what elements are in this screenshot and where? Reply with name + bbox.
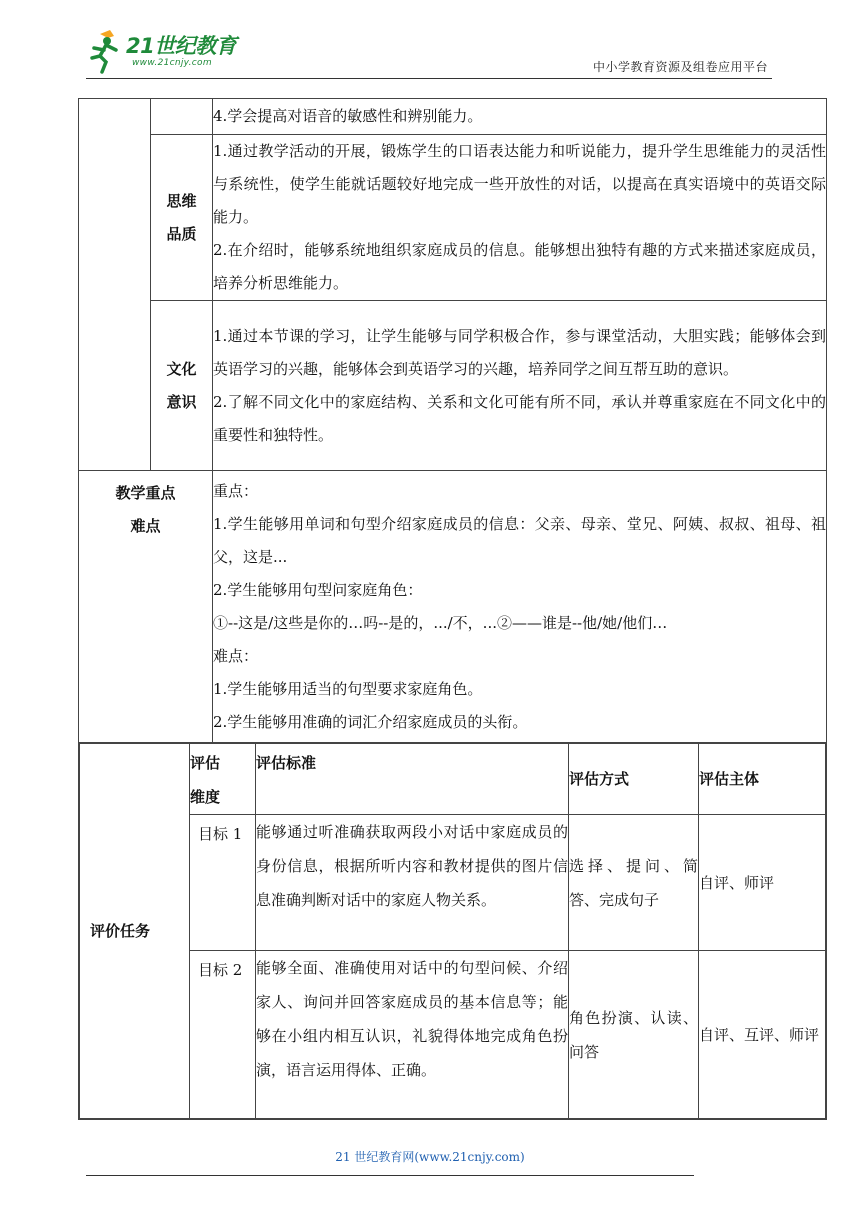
cultural-awareness-content: 1.通过本节课的学习，让学生能够与同学积极合作，参与课堂活动，大胆实践；能够体会到英语学习的兴趣，能够体会到英语学习的兴趣，培养同学之间互帮互助的意识。 2.了解不同文化中的家庭结构、关系和文化可能有所不同，承认并尊重家庭在不同文化中的重要性和独特性。 [213,301,827,471]
subject-cell: 自评、师评 [699,815,826,951]
subject-cell: 自评、互评、师评 [699,951,826,1119]
footer-link[interactable]: 21 世纪教育网(www.21cnjy.com) [335,1150,525,1164]
language-ability-item: 4.学会提高对语音的敏感性和辨别能力。 [213,99,827,135]
key-line: 1.学生能够用适当的句型要求家庭角色。 [213,679,483,698]
key-line: 2.学生能够用准确的词汇介绍家庭成员的头衔。 [213,712,528,731]
evaluation-section [79,743,827,1120]
table-row [79,743,827,1120]
table-row [79,301,827,471]
column-header-dimension: 评估维度 [190,744,256,815]
runner-logo-icon [86,28,126,74]
lesson-plan-table [78,98,827,1120]
table-row [80,815,826,951]
thinking-quality-label: 思维品质 [151,135,213,301]
site-logo[interactable] [86,28,256,78]
footer-divider [86,1175,694,1176]
method-cell: 角色扮演、认读、问答 [569,951,699,1119]
key-line: 2.学生能够用句型问家庭角色： [213,580,423,599]
thinking-quality-content: 1.通过教学活动的开展，锻炼学生的口语表达能力和听说能力，提升学生思维能力的灵活性与系统性，使学生能就话题较好地完成一些开放性的对话，以提高在真实语境中的英语交际能力。 2.在介绍时，能够系统地组织家庭成员的信息。能够想出独特有趣的方式来描述家庭成员，培养分析思维能力。 [213,135,827,301]
table-row [80,951,826,1119]
standard-cell: 能够全面、准确使用对话中的句型问候、介绍家人、询问并回答家庭成员的基本信息等；能够在小组内相互认识，礼貌得体地完成角色扮演，语言运用得体、正确。 [256,951,569,1119]
table-row [79,135,827,301]
evaluation-task-label: 评价任务 [80,744,190,1119]
table-row [80,744,826,815]
goal-cell: 目标 1 [190,815,256,951]
table-row [79,99,827,135]
column-header-standard: 评估标准 [256,744,569,815]
logo-url: www.21cnjy.com [132,58,212,68]
empty-cell [151,99,213,135]
logo-text: 21世纪教育 [126,34,237,58]
header-divider [86,78,772,79]
key-difficult-points-content [213,471,827,743]
key-line: 重点： [213,481,259,500]
column-header-subject: 评估主体 [699,744,826,815]
page-header [0,0,860,80]
key-line: ①--这是/这些是你的…吗--是的，.../不，...②——谁是--他/她/他们… [213,613,668,632]
method-cell: 选择、提问、简答、完成句子 [569,815,699,951]
key-difficult-points-label: 教学重点难点 [79,471,213,743]
cultural-awareness-label: 文化意识 [151,301,213,471]
column-header-method: 评估方式 [569,744,699,815]
standard-cell: 能够通过听准确获取两段小对话中家庭成员的身份信息，根据所听内容和教材提供的图片信息准确判断对话中的家庭人物关系。 [256,815,569,951]
key-line: 1.学生能够用单词和句型介绍家庭成员的信息：父亲、母亲、堂兄、阿姨、叔叔、祖母、祖父，这是... [213,514,826,566]
table-row [79,471,827,743]
goal-cell: 目标 2 [190,951,256,1119]
key-line: 难点： [213,646,259,665]
evaluation-table [79,743,826,1119]
platform-title: 中小学教育资源及组卷应用平台 [592,60,768,74]
empty-cell [79,99,151,471]
